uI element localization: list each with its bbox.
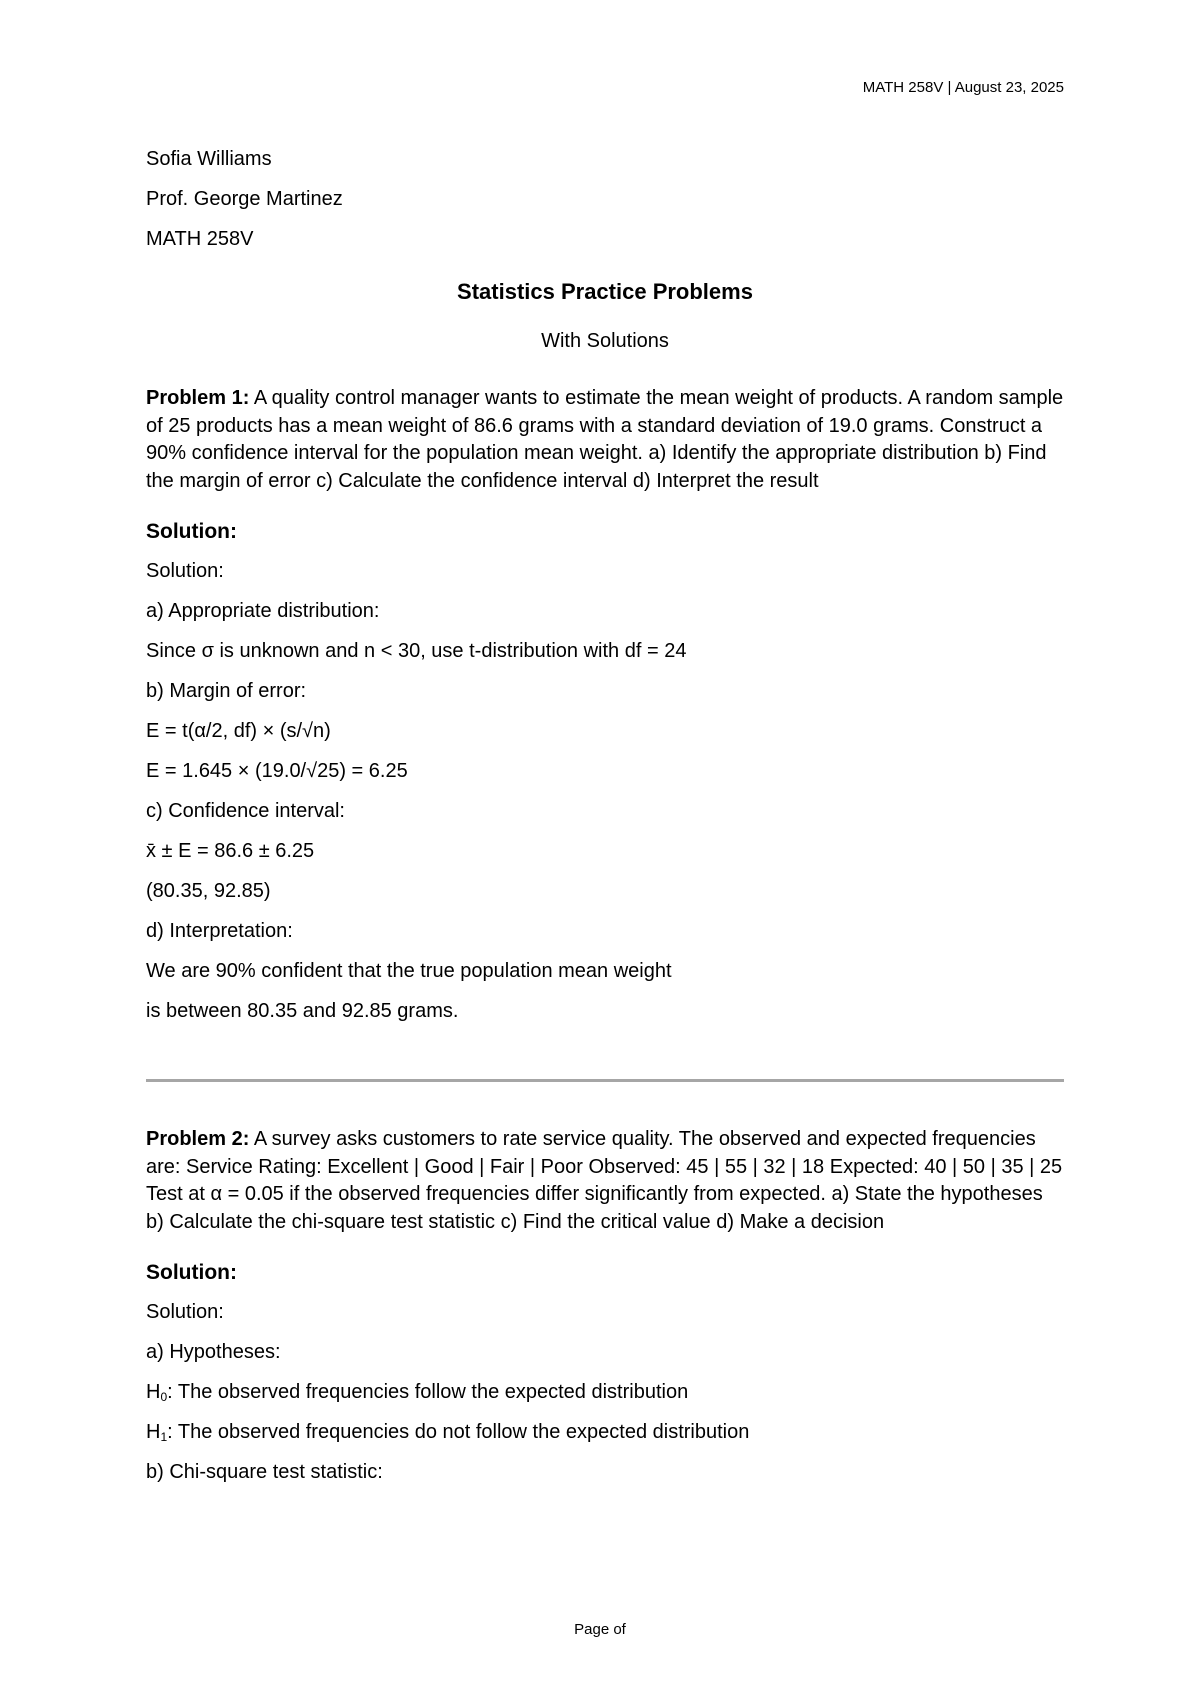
page-label: Page xyxy=(574,1621,614,1638)
problem-1-text: A quality control manager wants to estimate the mean weight of products. A random sample of 25 products has a mean weight of 86.6 grams with a standard deviation of 19.0 grams. Construct a 90% confidence interval for the population mean weight. a) Identify the appropriate distribution b) Find the margin of error c) Calculate the confidence interval d) Interpret the result xyxy=(146,387,1064,492)
h1-subscript: 1 xyxy=(160,1430,168,1444)
h1-symbol: H xyxy=(146,1421,161,1443)
solution-line: (80.35, 92.85) xyxy=(146,880,271,902)
solution-line: b) Margin of error: xyxy=(146,680,307,702)
alternative-hypothesis xyxy=(146,1418,1064,1446)
solution-line: a) Hypotheses: xyxy=(146,1341,281,1363)
running-header: MATH 258V | August 23, 2025 xyxy=(862,79,1064,96)
solution-line: E = t(α/2, df) × (s/√n) xyxy=(146,720,331,742)
problem-2-solution-heading: Solution: xyxy=(146,1261,237,1284)
solution-line: Solution: xyxy=(146,1301,224,1323)
problem-2-solution xyxy=(146,1298,1064,1486)
solution-line: Solution: xyxy=(146,560,224,582)
problem-1-label: Problem 1: xyxy=(146,387,250,409)
section-divider xyxy=(146,1079,1064,1082)
document-title: Statistics Practice Problems xyxy=(457,279,753,304)
document-body xyxy=(146,145,1064,1498)
solution-line: x̄ ± E = 86.6 ± 6.25 xyxy=(146,840,315,862)
null-hypothesis xyxy=(146,1378,1064,1406)
solution-line: d) Interpretation: xyxy=(146,920,293,942)
h1-text: : The observed frequencies do not follow the expected distribution xyxy=(167,1421,750,1443)
course-code: MATH 258V xyxy=(146,228,254,250)
solution-line: b) Chi-square test statistic: xyxy=(146,1461,383,1483)
problem-2-label: Problem 2: xyxy=(146,1128,250,1150)
solution-line: Since σ is unknown and n < 30, use t-distribution with df = 24 xyxy=(146,640,687,662)
student-name: Sofia Williams xyxy=(146,148,272,170)
document-subtitle: With Solutions xyxy=(541,330,669,352)
professor-name: Prof. George Martinez xyxy=(146,188,343,210)
page-suffix: of xyxy=(613,1621,626,1638)
h0-text: : The observed frequencies follow the expected distribution xyxy=(167,1381,689,1403)
solution-line: c) Confidence interval: xyxy=(146,800,345,822)
solution-line: We are 90% confident that the true population mean weight xyxy=(146,960,672,982)
problem-1-solution xyxy=(146,557,1064,1025)
h0-subscript: 0 xyxy=(160,1390,168,1404)
solution-line: a) Appropriate distribution: xyxy=(146,600,380,622)
page-footer xyxy=(0,1620,1200,1640)
problem-2-statement xyxy=(146,1126,1064,1236)
solution-line: E = 1.645 × (19.0/√25) = 6.25 xyxy=(146,760,408,782)
problem-1-solution-heading: Solution: xyxy=(146,520,237,543)
problem-2-text: A survey asks customers to rate service quality. The observed and expected frequencies are: Service Rating: Excellent | Good | Fair | Poor Observed: 45 | 55 | 32 | 18 Expected: 40 | 50 | 35 | 25 Test at α = 0.05 if the observed frequencies differ significantly from expected. a) State the hypotheses b) Calculate the chi-square test statistic c) Find the critical value d) Make a decision xyxy=(146,1128,1063,1233)
problem-1-statement xyxy=(146,385,1064,495)
solution-line: is between 80.35 and 92.85 grams. xyxy=(146,1000,459,1022)
h0-symbol: H xyxy=(146,1381,161,1403)
